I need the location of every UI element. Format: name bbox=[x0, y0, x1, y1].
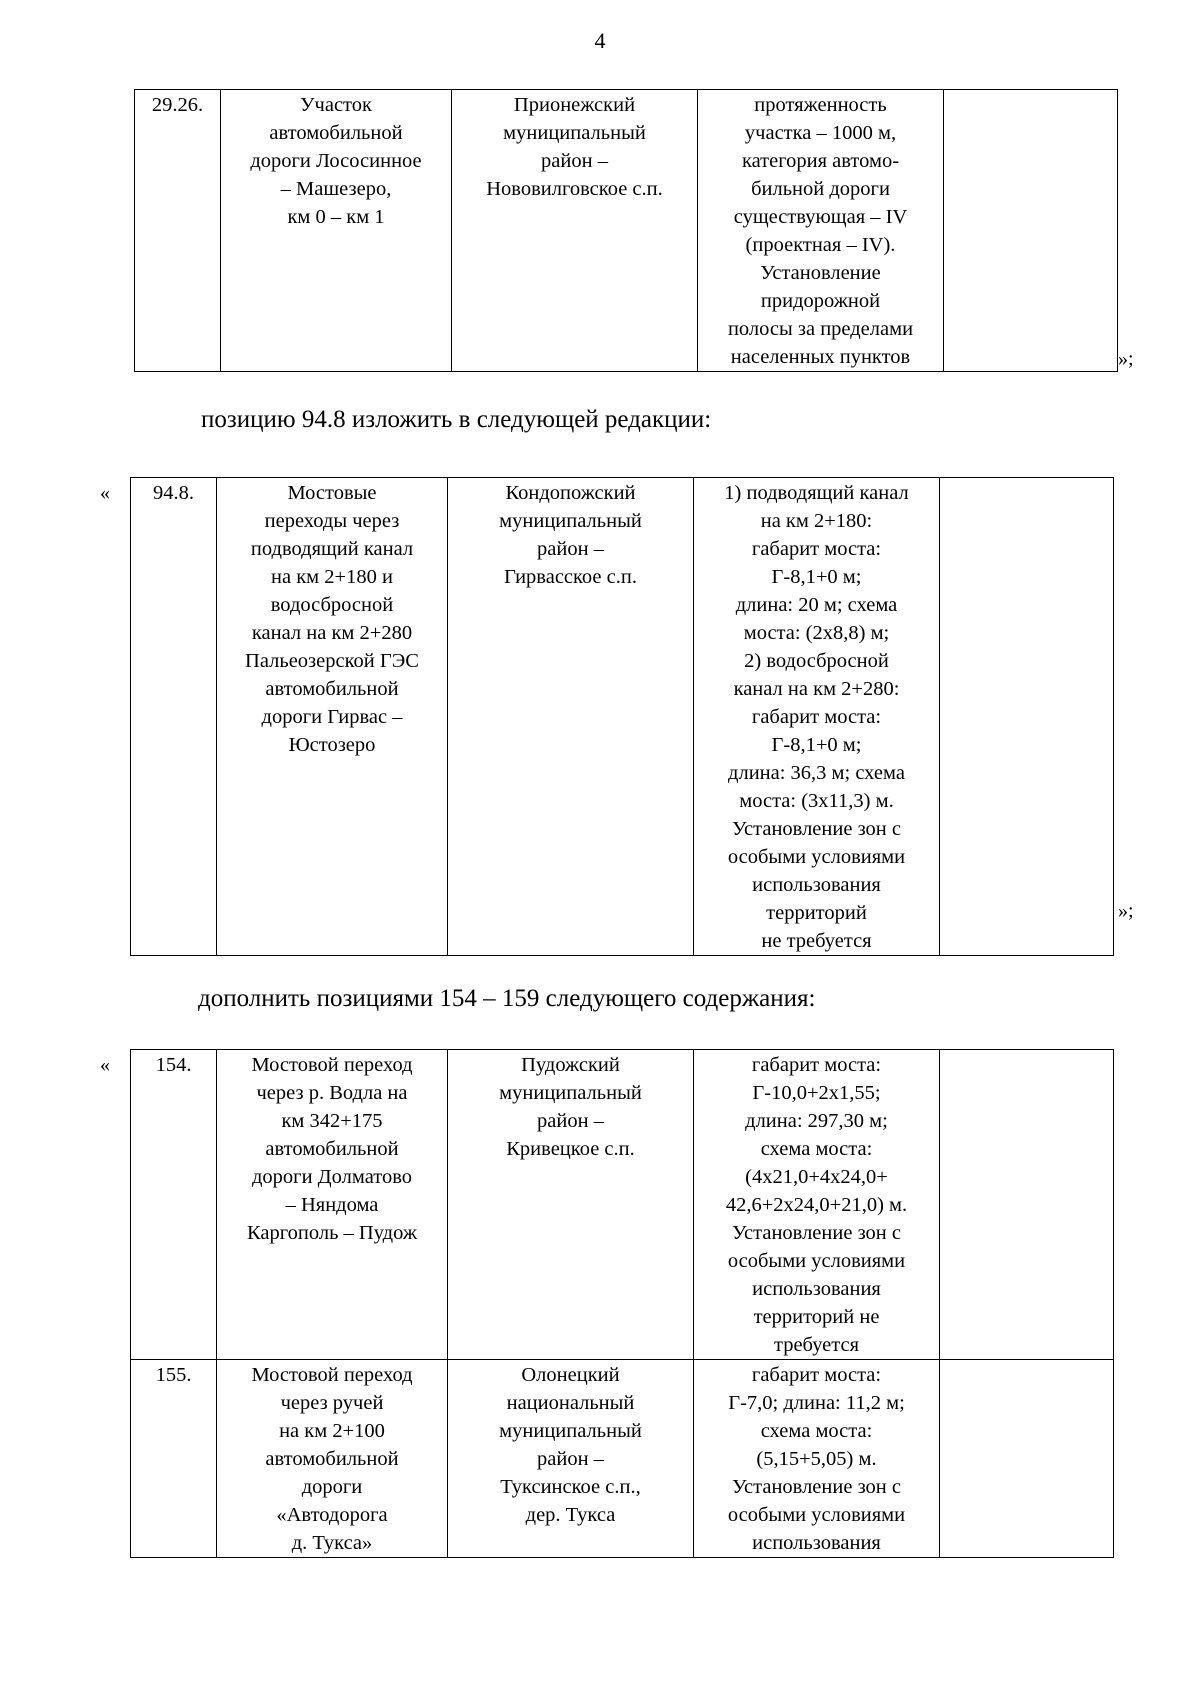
table-position-29-26 bbox=[134, 89, 1118, 372]
table-row bbox=[131, 1050, 1114, 1360]
table-row bbox=[135, 90, 1118, 372]
characteristics-cell: габарит моста: Г-7,0; длина: 11,2 м; схема моста: (5,15+5,05) м. Установление зон с особыми условиями использования bbox=[694, 1360, 940, 1558]
characteristics-cell: 1) подводящий канал на км 2+180: габарит моста: Г-8,1+0 м; длина: 20 м; схема моста: (2х8,8) м; 2) водосбросной канал на км 2+280: габарит моста: Г-8,1+0 м; длина: 36,3 м; схема моста: (3х11,3) м. Установление зон с особыми условиями использования территорий не требуется bbox=[694, 478, 940, 956]
object-name-cell: Мостовые переходы через подводящий канал на км 2+180 и водосбросной канал на км 2+280 Пальеозерской ГЭС автомобильной дороги Гирвас – Юстозеро bbox=[217, 478, 448, 956]
opening-quote-mark: « bbox=[100, 1054, 110, 1076]
location-cell: Кондопожский муниципальный район – Гирвасское с.п. bbox=[448, 478, 694, 956]
object-name-cell: Участок автомобильной дороги Лососинное – Машезеро, км 0 – км 1 bbox=[221, 90, 452, 372]
closing-quote-mark: »; bbox=[1118, 348, 1134, 370]
instruction-paragraph: позицию 94.8 изложить в следующей редакции: bbox=[201, 406, 712, 433]
opening-quote-mark: « bbox=[100, 482, 110, 504]
row-number-cell: 155. bbox=[131, 1360, 217, 1558]
location-cell: Пудожский муниципальный район – Кривецкое с.п. bbox=[448, 1050, 694, 1360]
table-position-94-8 bbox=[130, 477, 1114, 956]
object-name-cell: Мостовой переход через ручей на км 2+100 автомобильной дороги «Автодорога д. Тукса» bbox=[217, 1360, 448, 1558]
object-name-cell: Мостовой переход через р. Водла на км 342+175 автомобильной дороги Долматово – Няндома Каргополь – Пудож bbox=[217, 1050, 448, 1360]
empty-cell bbox=[940, 1050, 1114, 1360]
row-number-cell: 94.8. bbox=[131, 478, 217, 956]
closing-quote-mark: »; bbox=[1118, 900, 1134, 922]
location-cell: Олонецкий национальный муниципальный район – Туксинское с.п., дер. Тукса bbox=[448, 1360, 694, 1558]
empty-cell bbox=[940, 1360, 1114, 1558]
empty-cell bbox=[944, 90, 1118, 372]
empty-cell bbox=[940, 478, 1114, 956]
instruction-paragraph: дополнить позициями 154 – 159 следующего содержания: bbox=[198, 985, 816, 1012]
table-row bbox=[131, 478, 1114, 956]
row-number-cell: 29.26. bbox=[135, 90, 221, 372]
table-row bbox=[131, 1360, 1114, 1558]
characteristics-cell: протяженность участка – 1000 м, категория автомо- бильной дороги существующая – IV (проектная – IV). Установление придорожной полосы за пределами населенных пунктов bbox=[698, 90, 944, 372]
characteristics-cell: габарит моста: Г-10,0+2х1,55; длина: 297,30 м; схема моста: (4х21,0+4х24,0+ 42,6+2х24,0+21,0) м. Установление зон с особыми условиями использования территорий не требуется bbox=[694, 1050, 940, 1360]
row-number-cell: 154. bbox=[131, 1050, 217, 1360]
page-number: 4 bbox=[594, 28, 606, 53]
location-cell: Прионежский муниципальный район – Нововилговское с.п. bbox=[452, 90, 698, 372]
table-positions-154-159 bbox=[130, 1049, 1114, 1558]
